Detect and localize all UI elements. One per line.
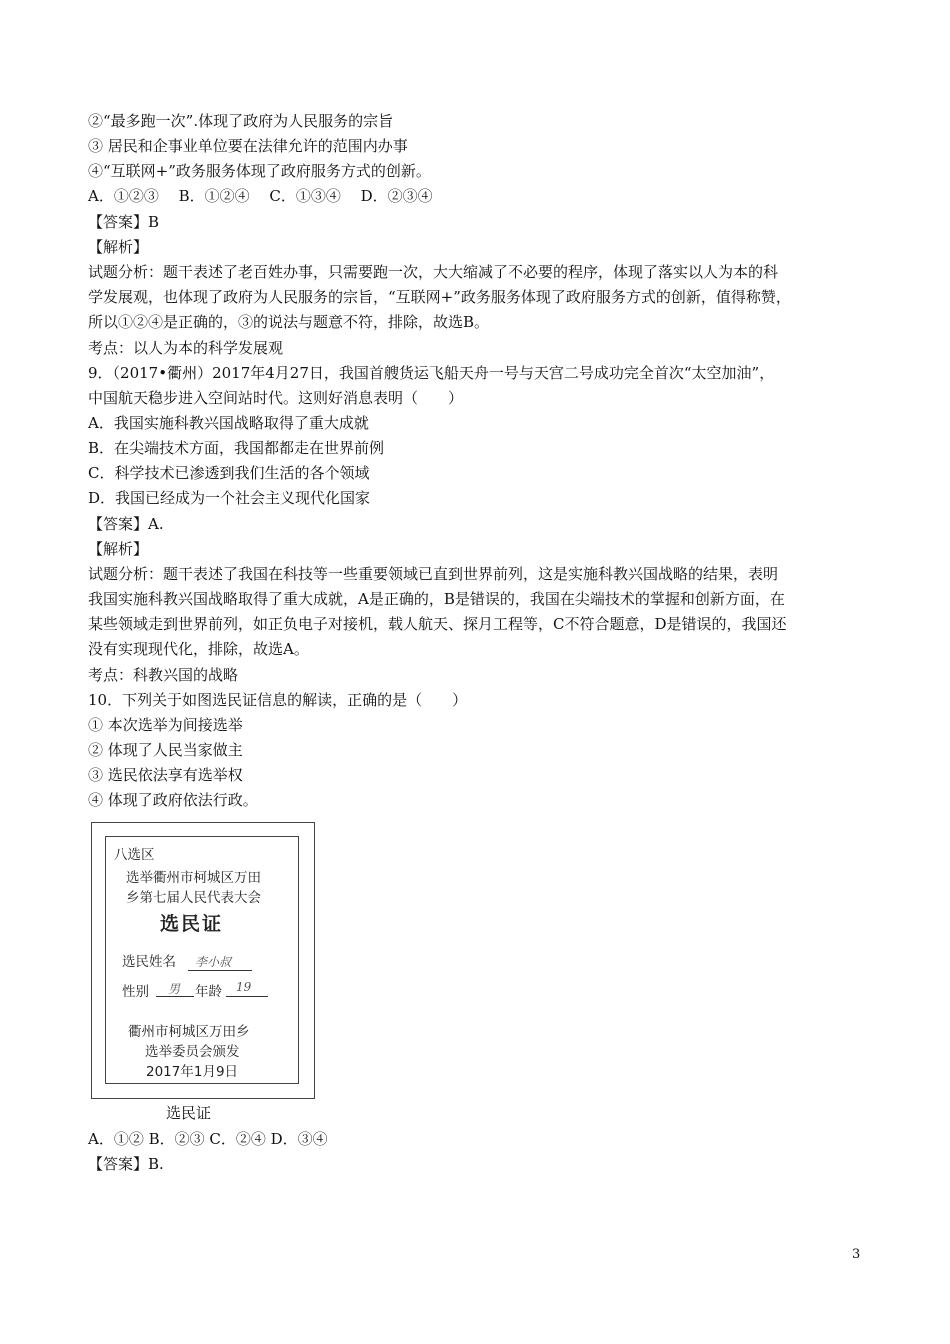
analysis-text: 所以①②④是正确的，③的说法与题意不符，排除，故选B。 — [88, 313, 490, 331]
question-9: 中国航天稳步进入空间站时代。这则好消息表明（ ） — [88, 389, 464, 407]
option-line: ④“互联网+”政务服务体现了政府服务方式的创新。 — [88, 162, 431, 180]
option-line: ②“最多跑一次”.体现了政府为人民服务的宗旨 — [88, 112, 394, 130]
analysis-heading: 【解析】 — [88, 238, 149, 256]
answer-choices: A．①② B．②③ C．②④ D．③④ — [88, 1130, 328, 1148]
statement-line: ② 体现了人民当家做主 — [88, 741, 243, 759]
card-issuer-1: 衢州市柯城区万田乡 — [128, 1024, 250, 1040]
card-age-value: 19 — [236, 980, 252, 994]
analysis-text: 某些领域走到世界前列，如正负电子对接机，载人航天、探月工程等，C不符合题意，D是错误的，我国还 — [88, 615, 787, 633]
answer-line: 【答案】B. — [88, 1155, 164, 1173]
card-name-label: 选民姓名 — [122, 954, 176, 970]
age-underline — [226, 996, 268, 997]
option-a: A．我国实施科教兴国战略取得了重大成就 — [88, 414, 369, 432]
question-10: 10．下列关于如图选民证信息的解读，正确的是（ ） — [88, 691, 468, 709]
analysis-text: 没有实现现代化，排除，故选A。 — [88, 640, 309, 658]
card-age-label: 年龄 — [195, 984, 222, 1000]
statement-line: ③ 选民依法享有选举权 — [88, 766, 243, 784]
card-district: 八选区 — [114, 847, 155, 863]
answer-choices: A．①②③ B．①②④ C．①③④ D．②③④ — [88, 187, 433, 205]
card-gender-value: 男 — [168, 982, 181, 996]
statement-line: ① 本次选举为间接选举 — [88, 716, 243, 734]
card-title: 选民证 — [160, 913, 224, 935]
analysis-text: 试题分析：题干表述了我国在科技等一些重要领域已直到世界前列，这是实施科教兴国战略的结果，表明 — [88, 565, 779, 583]
statement-line: ④ 体现了政府依法行政。 — [88, 791, 258, 809]
card-line-2: 乡第七届人民代表大会 — [126, 890, 261, 906]
analysis-text: 试题分析：题干表述了老百姓办事，只需要跑一次，大大缩减了不必要的程序，体现了落实以人为本的科 — [88, 263, 779, 281]
card-date: 2017年1月9日 — [146, 1064, 239, 1080]
question-9: 9．（2017•衢州）2017年4月27日，我国首艘货运飞船天舟一号与天宫二号成功完全首次“太空加油”， — [88, 364, 775, 382]
figure-caption: 选民证 — [166, 1104, 212, 1122]
card-issuer-2: 选举委员会颁发 — [145, 1044, 240, 1060]
key-point: 考点：科教兴国的战略 — [88, 666, 239, 684]
analysis-text: 学发展观，也体现了政府为人民服务的宗旨，“互联网+”政务服务体现了政府服务方式的创新，值得称赞， — [88, 288, 791, 306]
answer-line: 【答案】A. — [88, 515, 164, 533]
answer-line: 【答案】B — [88, 213, 160, 231]
option-c: C．科学技术已渗透到我们生活的各个领域 — [88, 464, 370, 482]
option-line: ③ 居民和企事业单位要在法律允许的范围内办事 — [88, 137, 408, 155]
page-number: 3 — [852, 1247, 861, 1262]
card-name-value: 李小叔 — [195, 955, 232, 969]
card-gender-label: 性别 — [122, 984, 149, 1000]
gender-underline — [156, 996, 194, 997]
key-point: 考点：以人为本的科学发展观 — [88, 339, 284, 357]
analysis-heading: 【解析】 — [88, 540, 149, 558]
option-d: D．我国已经成为一个社会主义现代化国家 — [88, 489, 371, 507]
analysis-text: 我国实施科教兴国战略取得了重大成就，A是正确的，B是错误的，我国在尖端技术的掌握和创新方面，在 — [88, 590, 785, 608]
name-underline — [188, 970, 252, 971]
card-line-1: 选举衢州市柯城区万田 — [126, 870, 261, 886]
option-b: B．在尖端技术方面，我国都都走在世界前例 — [88, 439, 385, 457]
